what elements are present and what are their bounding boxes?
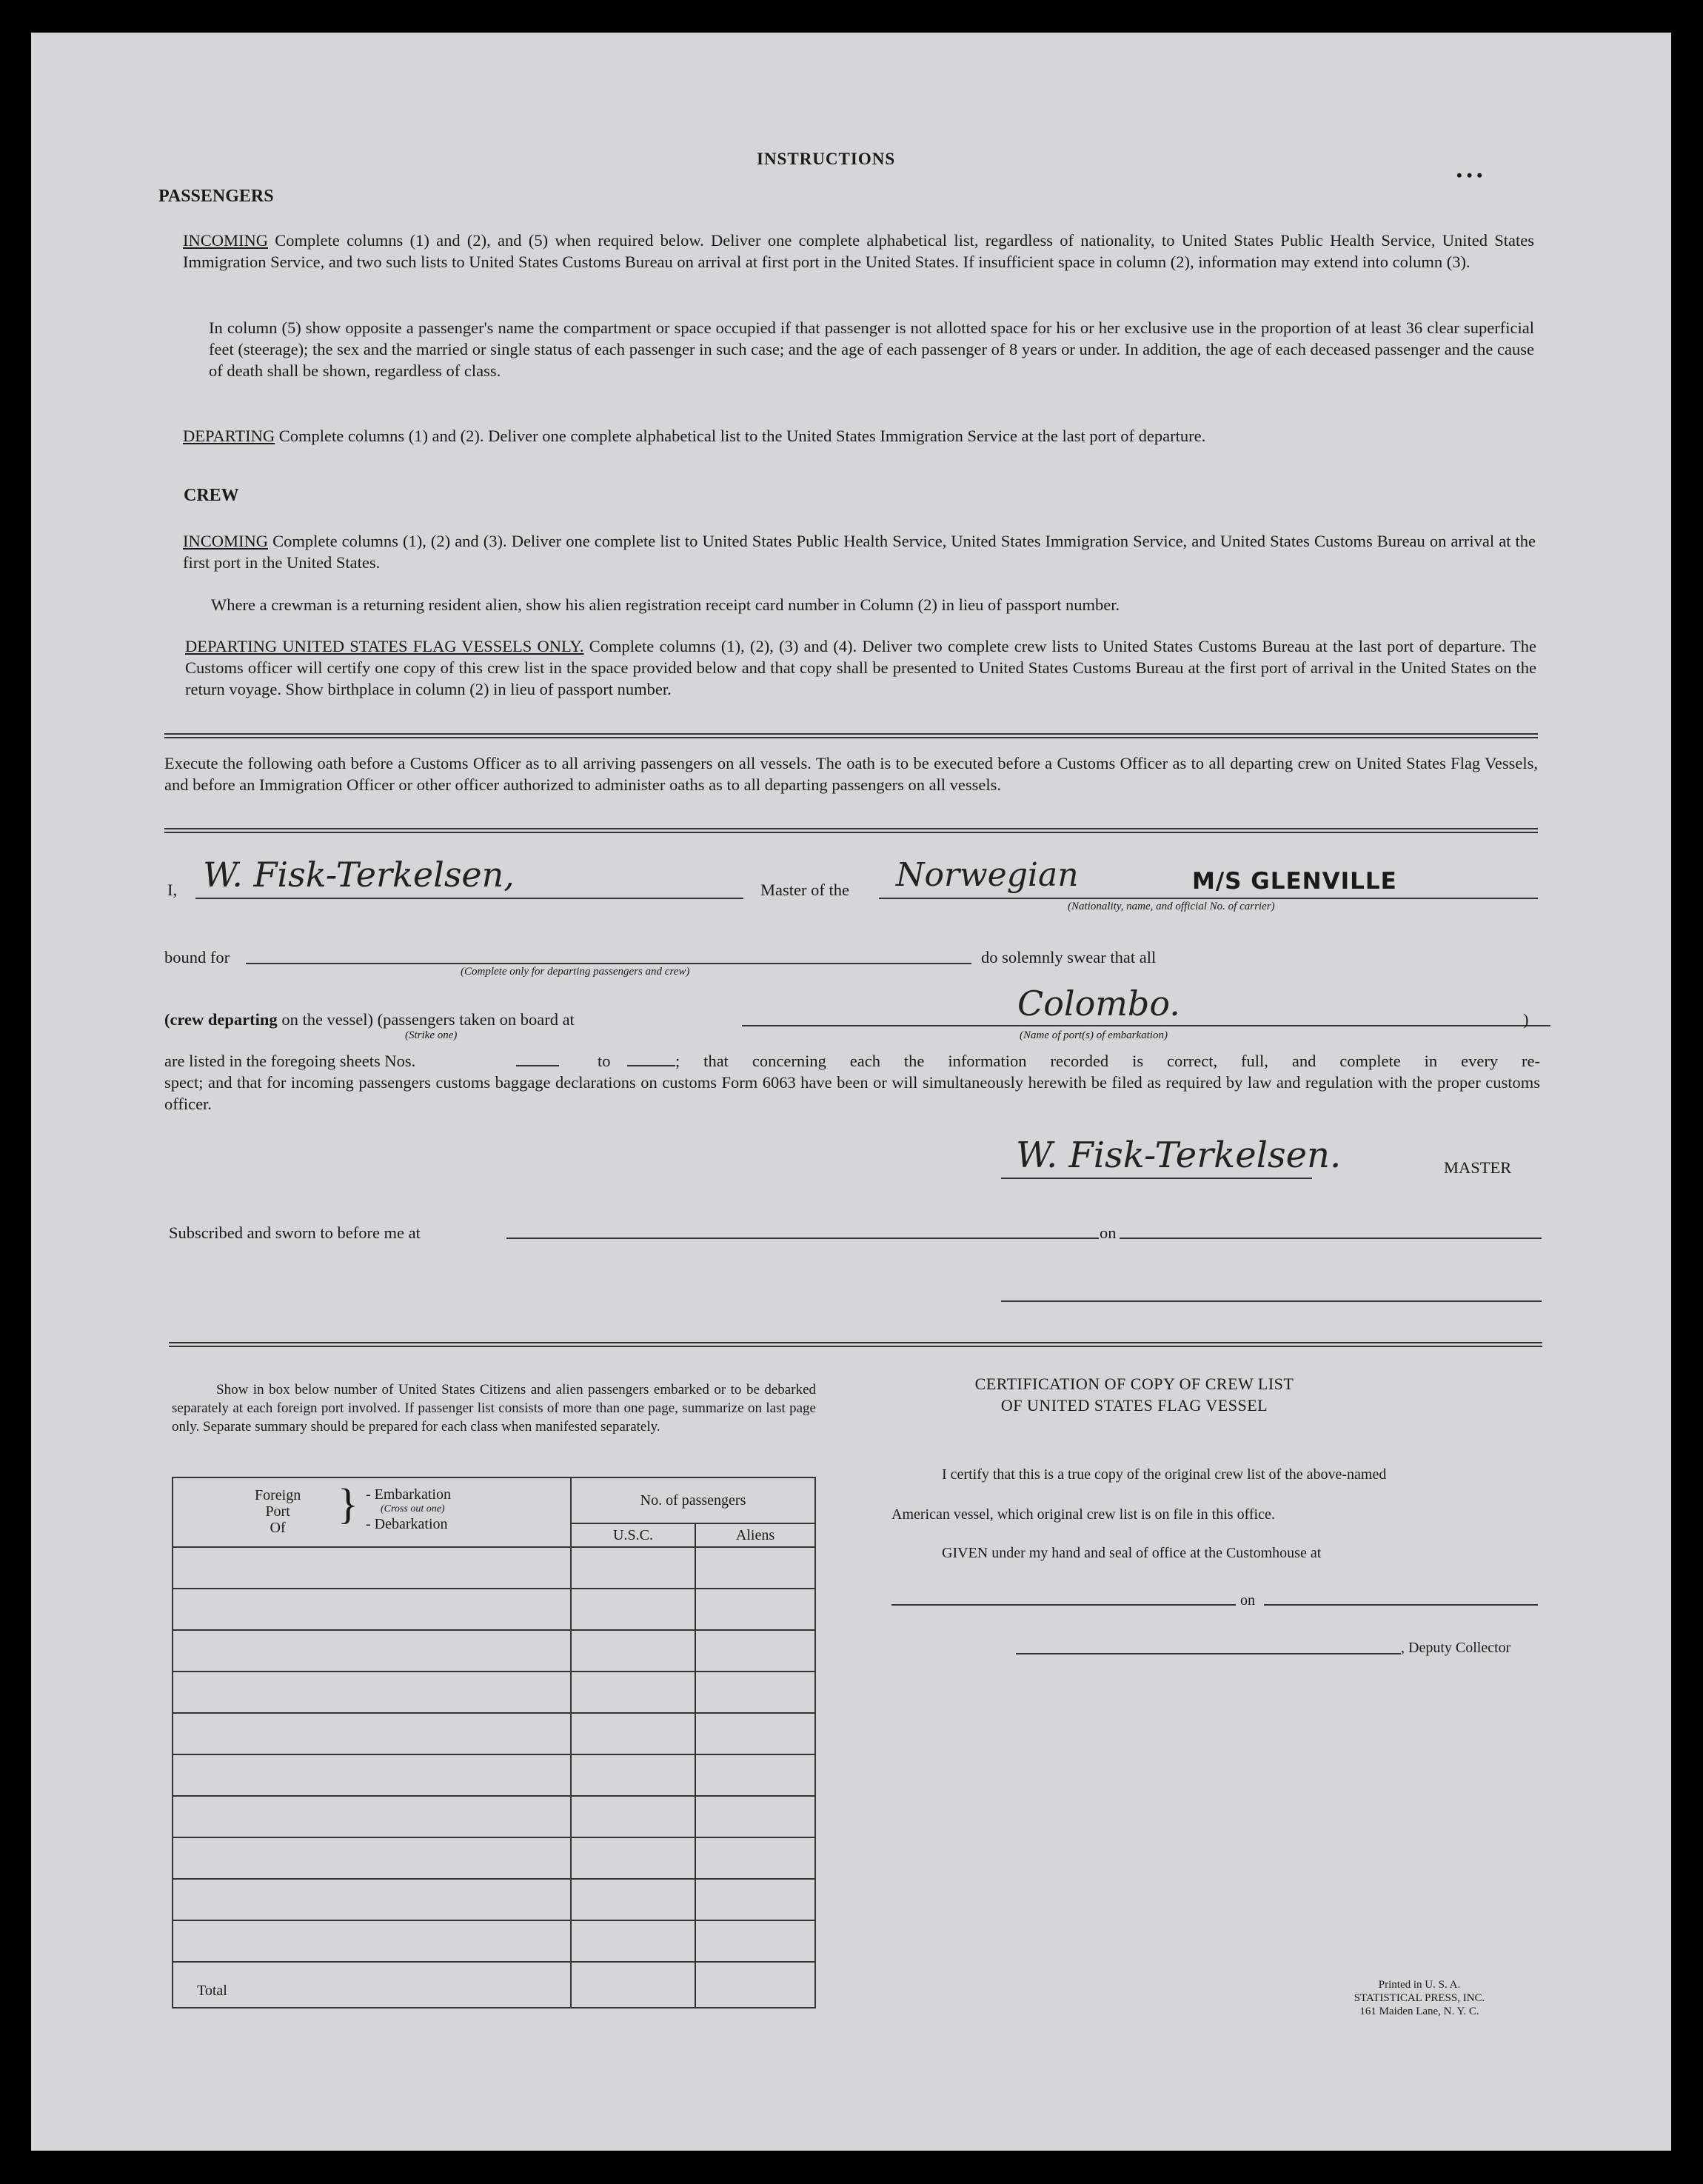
crew-departing-label: DEPARTING UNITED STATES FLAG VESSELS ONLY. bbox=[185, 637, 584, 655]
divider-rule bbox=[164, 733, 1538, 738]
passengers-departing-text: Complete columns (1) and (2). Deliver one complete alphabetical list to the United States Immigration Service at the last port of departure. bbox=[278, 427, 1206, 445]
listed-sheets-c: spect; and that for incoming passengers customs baggage declarations on customs Form 6063 have been or will simultaneously herewith be filed as required by law and regulation with the proper customs officer. bbox=[164, 1073, 1540, 1113]
crew-incoming-paragraph bbox=[183, 530, 1536, 573]
oath-intro: Execute the following oath before a Customs Officer as to all arriving passengers on all vessels. The oath is to be executed before a Customs Officer as to all departing crew on United States Flag Vessels, and before an Immigration Officer or other officer authorized to administer oaths as to all departing passengers on all vessels. bbox=[164, 754, 1538, 794]
table-row bbox=[173, 1879, 815, 1920]
foreign-label: Foreign bbox=[255, 1487, 301, 1503]
listed-to: to bbox=[598, 1052, 611, 1070]
subscribed-date-line bbox=[1120, 1238, 1542, 1239]
table-row bbox=[173, 1713, 815, 1754]
certify-line-a: I certify that this is a true copy of the original crew list of the above-named bbox=[942, 1466, 1387, 1483]
crew-incoming-label: INCOMING bbox=[183, 532, 268, 550]
document-page bbox=[31, 33, 1671, 2151]
port-label: Port bbox=[265, 1503, 290, 1520]
table-row bbox=[173, 1796, 815, 1837]
certify-line-b: American vessel, which original crew list is on file in this office. bbox=[891, 1506, 1275, 1523]
usc-header: U.S.C. bbox=[571, 1523, 695, 1547]
officer-signature-line bbox=[1001, 1300, 1542, 1302]
subscribed-label: Subscribed and sworn to before me at bbox=[169, 1223, 421, 1242]
printer-line2: STATISTICAL PRESS, INC. bbox=[1354, 1992, 1485, 2004]
certification-title-line2: OF UNITED STATES FLAG VESSEL bbox=[1000, 1396, 1268, 1415]
on-vessel-text: on the vessel) bbox=[281, 1010, 374, 1029]
sheet-to-line bbox=[627, 1065, 675, 1066]
customhouse-line bbox=[891, 1604, 1236, 1606]
strike-caption: (Strike one) bbox=[405, 1029, 458, 1041]
passengers-taken-text: (passengers taken on board at bbox=[377, 1010, 575, 1029]
close-paren: ) bbox=[1523, 1010, 1529, 1029]
subscribed-place-line bbox=[506, 1238, 1099, 1239]
swear-label: do solemnly swear that all bbox=[981, 948, 1157, 966]
of-label: Of bbox=[270, 1520, 286, 1536]
subscribed-on-label: on bbox=[1100, 1223, 1117, 1242]
certification-title bbox=[912, 1373, 1356, 1416]
cross-out-caption: (Cross out one) bbox=[381, 1503, 445, 1515]
divider-rule bbox=[164, 828, 1538, 833]
printer-line3: 161 Maiden Lane, N. Y. C. bbox=[1359, 2006, 1479, 2017]
certification-title-line1: CERTIFICATION OF COPY OF CREW LIST bbox=[974, 1375, 1294, 1393]
brace-mark: } bbox=[338, 1480, 358, 1528]
vessel-name: M/S GLENVILLE bbox=[1192, 868, 1397, 895]
deputy-collector-label: , Deputy Collector bbox=[1401, 1640, 1511, 1656]
master-name-handwritten: W. Fisk-Terkelsen, bbox=[203, 855, 515, 895]
i-label: I, bbox=[167, 881, 178, 899]
crew-heading: CREW bbox=[184, 486, 239, 505]
crew-departing-text: Complete columns (1), (2), (3) and (4). Deliver two complete crew lists to United States Customs Bureau at the last port of departure. The Customs officer will certify one copy of this crew list in the space provided below and that copy shall be presented to United States Customs Bureau at the first port of arrival in the United States on the return voyage. Show birthplace in column (2) in lieu of passport number. bbox=[185, 637, 1537, 698]
crew-incoming-text: Complete columns (1), (2) and (3). Deliver one complete list to United States Public Health Service, United States Immigration Service, and United States Customs Bureau on arrival at the first port in the United States. bbox=[183, 532, 1536, 572]
signature-line bbox=[1001, 1178, 1312, 1179]
summary-note: Show in box below number of United States Citizens and alien passengers embarked or to be debarked separately at each foreign port involved. If passenger list consists of more than one page, summarize on last page only. Separate summary should be prepared for each class when manifested separately. bbox=[172, 1382, 816, 1435]
aliens-header: Aliens bbox=[695, 1523, 815, 1547]
certification-date-line bbox=[1264, 1604, 1538, 1606]
port-caption: (Name of port(s) of embarkation) bbox=[1020, 1029, 1168, 1041]
passengers-incoming-label: INCOMING bbox=[183, 231, 268, 250]
crew-departing-text: (crew departing bbox=[164, 1010, 278, 1029]
nationality-handwritten: Norwegian bbox=[896, 856, 1079, 894]
table-row bbox=[173, 1672, 815, 1713]
table-row bbox=[173, 1920, 815, 1962]
port-line bbox=[742, 1025, 1550, 1026]
passengers-heading: PASSENGERS bbox=[158, 187, 274, 206]
given-line: GIVEN under my hand and seal of office at the Customhouse at bbox=[942, 1545, 1322, 1561]
crew-passengers-line bbox=[164, 1009, 575, 1030]
certification-on-label: on bbox=[1240, 1592, 1255, 1609]
sheet-from-line bbox=[516, 1065, 559, 1066]
bound-for-caption: (Complete only for departing passengers and crew) bbox=[461, 966, 690, 978]
passengers-departing-paragraph bbox=[183, 425, 1534, 447]
divider-rule bbox=[169, 1342, 1542, 1347]
passengers-departing-label: DEPARTING bbox=[183, 427, 275, 445]
table-row bbox=[173, 1630, 815, 1672]
column5-paragraph: In column (5) show opposite a passenger's name the compartment or space occupied if that passenger is not allotted space for his or her exclusive use in the proportion of at least 36 clear superficial feet (steerage); the sex and the married or single status of each passenger in such case; and the age of each passenger of 8 years or under. In addition, the age of each deceased passenger and the cause of death shall be shown, regardless of class. bbox=[209, 318, 1534, 380]
table-row bbox=[173, 1547, 815, 1589]
master-name-line bbox=[195, 898, 743, 899]
crew-departing-paragraph bbox=[185, 635, 1536, 700]
table-row bbox=[173, 1589, 815, 1630]
nationality-caption: (Nationality, name, and official No. of carrier) bbox=[1068, 901, 1275, 912]
deputy-collector-line bbox=[1016, 1653, 1401, 1654]
total-row bbox=[173, 1962, 815, 2008]
speck-mark: ••• bbox=[1456, 166, 1488, 184]
table-row bbox=[173, 1754, 815, 1796]
passengers-incoming-text: Complete columns (1) and (2), and (5) when required below. Deliver one complete alphabetical list, regardless of nationality, to United States Public Health Service, United States Immigration Service, and two such lists to United States Customs Bureau on arrival at first port in the United States. If insufficient space in column (2), information may extend into column (3). bbox=[183, 231, 1535, 271]
printer-imprint bbox=[1297, 1978, 1542, 2018]
listed-sheets-b: ; that concerning each the information recorded is correct, full, and complete in every re- bbox=[675, 1052, 1540, 1070]
listed-sheets-a: are listed in the foregoing sheets Nos. bbox=[164, 1052, 416, 1070]
table-row bbox=[173, 1837, 815, 1879]
bound-for-line bbox=[246, 963, 971, 964]
passengers-incoming-paragraph bbox=[183, 230, 1534, 273]
embarkation-label: - Embarkation bbox=[366, 1486, 451, 1503]
total-label: Total bbox=[173, 1962, 571, 2008]
instructions-title: INSTRUCTIONS bbox=[757, 150, 896, 168]
port-handwritten: Colombo. bbox=[1017, 984, 1180, 1023]
crew-resident-paragraph: Where a crewman is a returning resident alien, show his alien registration receipt card number in Column (2) in lieu of passport number. bbox=[211, 595, 1120, 614]
master-signature: W. Fisk-Terkelsen. bbox=[1016, 1135, 1342, 1176]
carrier-line bbox=[879, 898, 1538, 899]
bound-for-label: bound for bbox=[164, 948, 230, 966]
master-label: MASTER bbox=[1444, 1158, 1512, 1177]
no-passengers-header: No. of passengers bbox=[571, 1477, 815, 1523]
master-of-label: Master of the bbox=[760, 881, 849, 899]
port-header-cell bbox=[173, 1477, 571, 1547]
passenger-summary-table bbox=[172, 1477, 816, 2008]
printer-line1: Printed in U. S. A. bbox=[1378, 1979, 1461, 1991]
debarkation-label: - Debarkation bbox=[366, 1516, 448, 1532]
